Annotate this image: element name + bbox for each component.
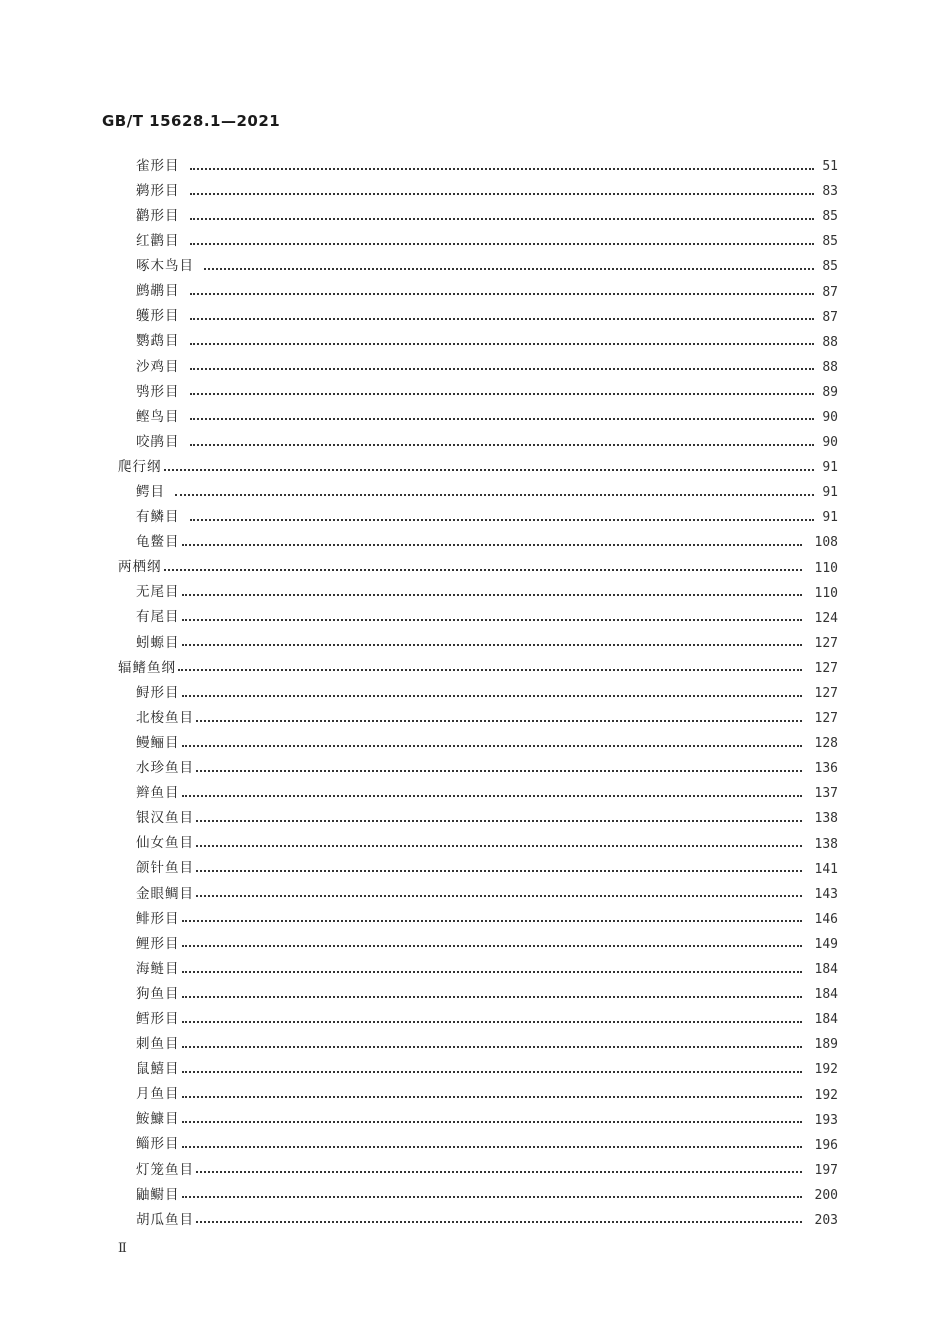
toc-entry-page-number: 91 <box>822 485 838 501</box>
toc-entry-title: 有鳞目 <box>136 509 180 526</box>
toc-entry-page-number: 127 <box>814 635 838 651</box>
dot-leader <box>175 486 814 500</box>
dot-leader <box>178 661 802 675</box>
toc-entry-title: 辫鱼目 <box>136 785 180 802</box>
toc-entry-title: 两栖纲 <box>118 559 162 576</box>
toc-entry[interactable] <box>118 832 838 857</box>
dot-leader <box>182 1113 803 1127</box>
dot-leader <box>196 712 802 726</box>
toc-entry[interactable] <box>118 530 838 555</box>
toc-entry[interactable] <box>118 380 838 405</box>
toc-entry-page-number: 83 <box>822 184 838 200</box>
table-of-contents <box>118 154 838 1233</box>
toc-entry-title: 爬行纲 <box>118 458 162 475</box>
toc-entry-page-number: 51 <box>822 159 838 175</box>
toc-entry-title: 灯笼鱼目 <box>136 1161 194 1178</box>
toc-entry[interactable] <box>118 305 838 330</box>
toc-entry-page-number: 128 <box>814 736 838 752</box>
dot-leader <box>190 185 815 199</box>
toc-entry-page-number: 89 <box>822 384 838 400</box>
toc-entry[interactable] <box>118 556 838 581</box>
toc-entry-title: 北梭鱼目 <box>136 709 194 726</box>
toc-entry-title: 鲻形目 <box>136 1136 180 1153</box>
toc-entry[interactable] <box>118 1007 838 1032</box>
toc-entry-page-number: 192 <box>814 1087 838 1103</box>
toc-entry-page-number: 184 <box>814 987 838 1003</box>
dot-leader <box>190 436 815 450</box>
toc-entry-title: 海鲢目 <box>136 960 180 977</box>
toc-entry[interactable] <box>118 179 838 204</box>
toc-entry[interactable] <box>118 1032 838 1057</box>
dot-leader <box>182 963 803 977</box>
toc-entry-page-number: 88 <box>822 359 838 375</box>
toc-entry-page-number: 184 <box>814 1012 838 1028</box>
toc-entry-page-number: 110 <box>814 560 838 576</box>
toc-entry-title: 鲟形目 <box>136 684 180 701</box>
toc-entry[interactable] <box>118 154 838 179</box>
toc-entry-title: 月鱼目 <box>136 1086 180 1103</box>
toc-entry[interactable] <box>118 480 838 505</box>
dot-leader <box>182 611 803 625</box>
toc-entry-title: 金眼鲷目 <box>136 885 194 902</box>
toc-entry[interactable] <box>118 857 838 882</box>
toc-entry-title: 鼬鳚目 <box>136 1186 180 1203</box>
toc-entry[interactable] <box>118 606 838 631</box>
toc-entry[interactable] <box>118 781 838 806</box>
dot-leader <box>196 1163 802 1177</box>
toc-entry-page-number: 197 <box>814 1162 838 1178</box>
document-header <box>102 112 280 130</box>
toc-entry[interactable] <box>118 355 838 380</box>
toc-entry-page-number: 85 <box>822 259 838 275</box>
dot-leader <box>182 1063 803 1077</box>
toc-entry-title: 仙女鱼目 <box>136 835 194 852</box>
toc-entry[interactable] <box>118 405 838 430</box>
toc-entry-title: 鸮形目 <box>136 383 180 400</box>
toc-entry-page-number: 200 <box>814 1187 838 1203</box>
dot-leader <box>164 561 803 575</box>
toc-entry-title: 鲱形目 <box>136 910 180 927</box>
toc-entry-title: 刺鱼目 <box>136 1036 180 1053</box>
toc-entry[interactable] <box>118 932 838 957</box>
toc-entry-title: 无尾目 <box>136 584 180 601</box>
toc-entry-page-number: 136 <box>814 761 838 777</box>
toc-entry-title: 鮟鱇目 <box>136 1111 180 1128</box>
toc-entry-page-number: 85 <box>822 209 838 225</box>
toc-entry[interactable] <box>118 1057 838 1082</box>
dot-leader <box>182 586 803 600</box>
dot-leader <box>182 988 803 1002</box>
toc-entry-page-number: 127 <box>814 711 838 727</box>
toc-entry-page-number: 184 <box>814 962 838 978</box>
dot-leader <box>190 210 815 224</box>
toc-entry[interactable] <box>118 982 838 1007</box>
dot-leader <box>182 536 803 550</box>
toc-entry[interactable] <box>118 631 838 656</box>
toc-entry-title: 辐鳍鱼纲 <box>118 659 176 676</box>
toc-entry[interactable] <box>118 1208 838 1233</box>
toc-entry[interactable] <box>118 1183 838 1208</box>
toc-entry[interactable] <box>118 1158 838 1183</box>
dot-leader <box>182 687 803 701</box>
dot-leader <box>182 1038 803 1052</box>
toc-entry-page-number: 193 <box>814 1112 838 1128</box>
toc-entry-page-number: 137 <box>814 786 838 802</box>
toc-entry[interactable] <box>118 907 838 932</box>
toc-entry-page-number: 90 <box>822 409 838 425</box>
dot-leader <box>190 160 815 174</box>
toc-entry[interactable] <box>118 656 838 681</box>
toc-entry-page-number: 149 <box>814 936 838 952</box>
toc-entry-title: 雀形目 <box>136 157 180 174</box>
toc-entry[interactable] <box>118 430 838 455</box>
toc-entry-page-number: 127 <box>814 686 838 702</box>
toc-entry-page-number: 85 <box>822 234 838 250</box>
toc-entry-title: 啄木鸟目 <box>136 258 194 275</box>
dot-leader <box>164 461 815 475</box>
toc-entry-title: 鲤形目 <box>136 935 180 952</box>
toc-entry-page-number: 143 <box>814 886 838 902</box>
dot-leader <box>182 1088 803 1102</box>
dot-leader <box>182 787 803 801</box>
dot-leader <box>190 235 815 249</box>
toc-entry-title: 鹳形目 <box>136 207 180 224</box>
toc-entry-title: 鹧鹕目 <box>136 283 180 300</box>
toc-entry-page-number: 87 <box>822 309 838 325</box>
toc-entry-page-number: 91 <box>822 460 838 476</box>
toc-entry[interactable] <box>118 581 838 606</box>
toc-entry[interactable] <box>118 330 838 355</box>
dot-leader <box>196 812 802 826</box>
dot-leader <box>190 335 815 349</box>
toc-entry-page-number: 189 <box>814 1037 838 1053</box>
toc-entry-page-number: 91 <box>822 510 838 526</box>
toc-entry[interactable] <box>118 756 838 781</box>
toc-entry-title: 鳄目 <box>136 484 165 501</box>
toc-entry[interactable] <box>118 957 838 982</box>
toc-entry-page-number: 138 <box>814 811 838 827</box>
dot-leader <box>196 837 802 851</box>
toc-entry-page-number: 196 <box>814 1137 838 1153</box>
dot-leader <box>182 636 803 650</box>
dot-leader <box>204 260 814 274</box>
toc-entry-title: 蚓螈目 <box>136 634 180 651</box>
toc-entry-title: 咬鹃目 <box>136 433 180 450</box>
toc-entry-title: 鹦鹉目 <box>136 333 180 350</box>
dot-leader <box>182 1013 803 1027</box>
toc-entry-title: 红鹳目 <box>136 233 180 250</box>
dot-leader <box>182 937 803 951</box>
toc-entry-title: 胡瓜鱼目 <box>136 1211 194 1228</box>
toc-entry[interactable] <box>118 455 838 480</box>
toc-entry[interactable] <box>118 731 838 756</box>
toc-entry-title: 鼠鱚目 <box>136 1061 180 1078</box>
toc-entry[interactable] <box>118 806 838 831</box>
dot-leader <box>196 887 802 901</box>
toc-entry-page-number: 124 <box>814 610 838 626</box>
toc-entry-title: 鹈形目 <box>136 182 180 199</box>
dot-leader <box>182 737 803 751</box>
toc-entry[interactable] <box>118 229 838 254</box>
toc-entry-page-number: 90 <box>822 435 838 451</box>
dot-leader <box>182 1138 803 1152</box>
dot-leader <box>182 912 803 926</box>
toc-entry-title: 鳗鲡目 <box>136 734 180 751</box>
toc-entry[interactable] <box>118 279 838 304</box>
toc-entry-title: 沙鸡目 <box>136 358 180 375</box>
dot-leader <box>190 511 815 525</box>
toc-entry-page-number: 87 <box>822 284 838 300</box>
standard-code: GB/T 15628.1—2021 <box>102 112 281 130</box>
toc-entry[interactable] <box>118 505 838 530</box>
dot-leader <box>190 360 815 374</box>
toc-entry-page-number: 141 <box>814 861 838 877</box>
dot-leader <box>190 410 815 424</box>
toc-entry[interactable] <box>118 681 838 706</box>
toc-entry[interactable] <box>118 1108 838 1133</box>
dot-leader <box>190 285 815 299</box>
toc-entry-title: 有尾目 <box>136 609 180 626</box>
toc-entry[interactable] <box>118 706 838 731</box>
toc-entry[interactable] <box>118 254 838 279</box>
toc-entry-page-number: 110 <box>814 585 838 601</box>
toc-entry-page-number: 88 <box>822 334 838 350</box>
toc-entry-page-number: 108 <box>814 535 838 551</box>
dot-leader <box>196 862 802 876</box>
toc-entry-title: 鲣鸟目 <box>136 408 180 425</box>
toc-entry-title: 鳕形目 <box>136 1010 180 1027</box>
page-number-footer: Ⅱ <box>118 1241 127 1256</box>
dot-leader <box>190 310 815 324</box>
dot-leader <box>196 762 802 776</box>
toc-entry-title: 银汉鱼目 <box>136 810 194 827</box>
toc-entry[interactable] <box>118 1082 838 1107</box>
toc-entry[interactable] <box>118 882 838 907</box>
toc-entry-title: 鹱形目 <box>136 308 180 325</box>
toc-entry-title: 颌针鱼目 <box>136 860 194 877</box>
toc-entry-page-number: 146 <box>814 911 838 927</box>
toc-entry-page-number: 192 <box>814 1062 838 1078</box>
toc-entry-page-number: 138 <box>814 836 838 852</box>
toc-entry-title: 水珍鱼目 <box>136 760 194 777</box>
toc-entry[interactable] <box>118 204 838 229</box>
toc-entry-page-number: 127 <box>814 660 838 676</box>
toc-entry-page-number: 203 <box>814 1212 838 1228</box>
toc-entry-title: 狗鱼目 <box>136 985 180 1002</box>
toc-entry-title: 龟鳖目 <box>136 534 180 551</box>
toc-entry[interactable] <box>118 1133 838 1158</box>
dot-leader <box>196 1213 802 1227</box>
dot-leader <box>190 385 815 399</box>
dot-leader <box>182 1188 803 1202</box>
